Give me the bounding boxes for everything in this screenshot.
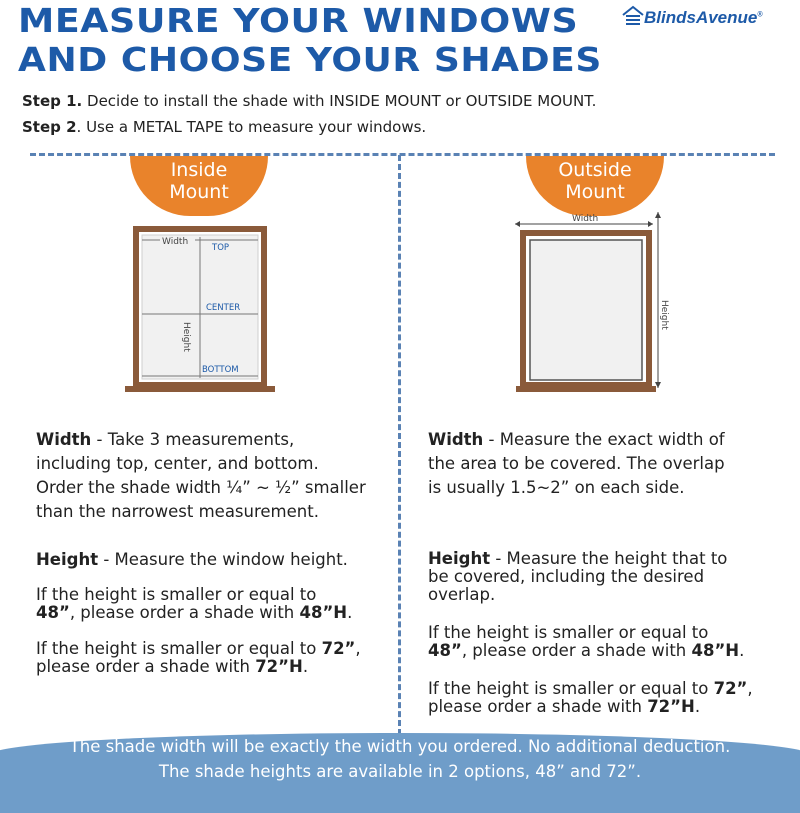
page-title-line1: MEASURE YOUR WINDOWS: [18, 1, 579, 40]
inside-width-line2: including top, center, and bottom.: [36, 454, 319, 473]
inside-mount-badge: [130, 156, 268, 216]
inside-sill: [125, 386, 275, 392]
outside-mount-badge: [526, 156, 664, 216]
inside-badge-line1: Inside: [170, 159, 228, 181]
outside-mount-diagram: [510, 210, 680, 400]
house-blinds-icon: [622, 5, 644, 29]
outside-height-72: If the height is smaller or equal to 72”, please order a shade with 72”H.: [428, 679, 753, 716]
step-1-label: Step 1.: [22, 92, 83, 110]
outside-sill: [516, 386, 656, 392]
brand-logo: [622, 2, 798, 34]
outside-glass: [530, 240, 642, 380]
outside-width-line2: the area to be covered. The overlap: [428, 454, 725, 473]
outside-height-label: Height: [659, 300, 669, 330]
inside-top-label: TOP: [212, 243, 230, 253]
step-2: [22, 118, 426, 136]
outside-width-line1: - Measure the exact width of: [483, 430, 725, 449]
inside-width-heading: Width: [36, 430, 92, 449]
inside-width-text: [36, 428, 396, 524]
outside-height-heading: Height: [428, 549, 491, 568]
inside-badge-line2: Mount: [169, 181, 229, 203]
inside-width-line1: - Take 3 measurements,: [91, 430, 295, 449]
inside-bottom-label: BOTTOM: [202, 365, 239, 375]
inside-width-line3: Order the shade width ¼” ~ ½” smaller: [36, 478, 366, 497]
inside-center-label: CENTER: [206, 303, 241, 313]
registered-mark: ®: [757, 11, 763, 19]
outside-width-heading: Width: [428, 430, 484, 449]
inside-width-line4: than the narrowest measurement.: [36, 502, 319, 521]
inside-height-label: Height: [181, 322, 191, 352]
step-1: [22, 92, 596, 110]
outside-height-text: Height - Measure the height that to be covered, including the desired overlap.: [428, 549, 728, 604]
step-2-text: . Use a METAL TAPE to measure your windows.: [76, 118, 427, 136]
inside-height-text: [36, 548, 396, 572]
page-title-line2: AND CHOOSE YOUR SHADES: [18, 40, 602, 79]
step-2-label: Step 2: [22, 118, 77, 136]
inside-mount-diagram: [120, 222, 280, 397]
vertical-divider: [398, 155, 401, 735]
outside-badge-line2: Mount: [565, 181, 625, 203]
inside-height-intro: - Measure the window height.: [98, 550, 348, 569]
inside-height-72: If the height is smaller or equal to 72”, please order a shade with 72”H.: [36, 639, 361, 676]
inside-width-label: Width: [162, 237, 189, 247]
outside-width-line3: is usually 1.5~2” on each side.: [428, 478, 685, 497]
inside-height-heading: Height: [36, 550, 99, 569]
outside-width-label: Width: [572, 214, 599, 224]
footer-line1: The shade width will be exactly the width you ordered. No additional deduction.: [69, 737, 731, 756]
inside-height-48: If the height is smaller or equal to 48”, please order a shade with 48”H.: [36, 585, 353, 622]
outside-badge-line1: Outside: [558, 159, 632, 181]
brand-name: BlindsAvenue®: [644, 8, 763, 27]
outside-width-text: [428, 428, 788, 500]
step-1-text: Decide to install the shade with INSIDE MOUNT or OUTSIDE MOUNT.: [82, 92, 597, 110]
outside-height-48: If the height is smaller or equal to 48”, please order a shade with 48”H.: [428, 623, 745, 660]
footer-line2: The shade heights are available in 2 options, 48” and 72”.: [158, 762, 642, 781]
